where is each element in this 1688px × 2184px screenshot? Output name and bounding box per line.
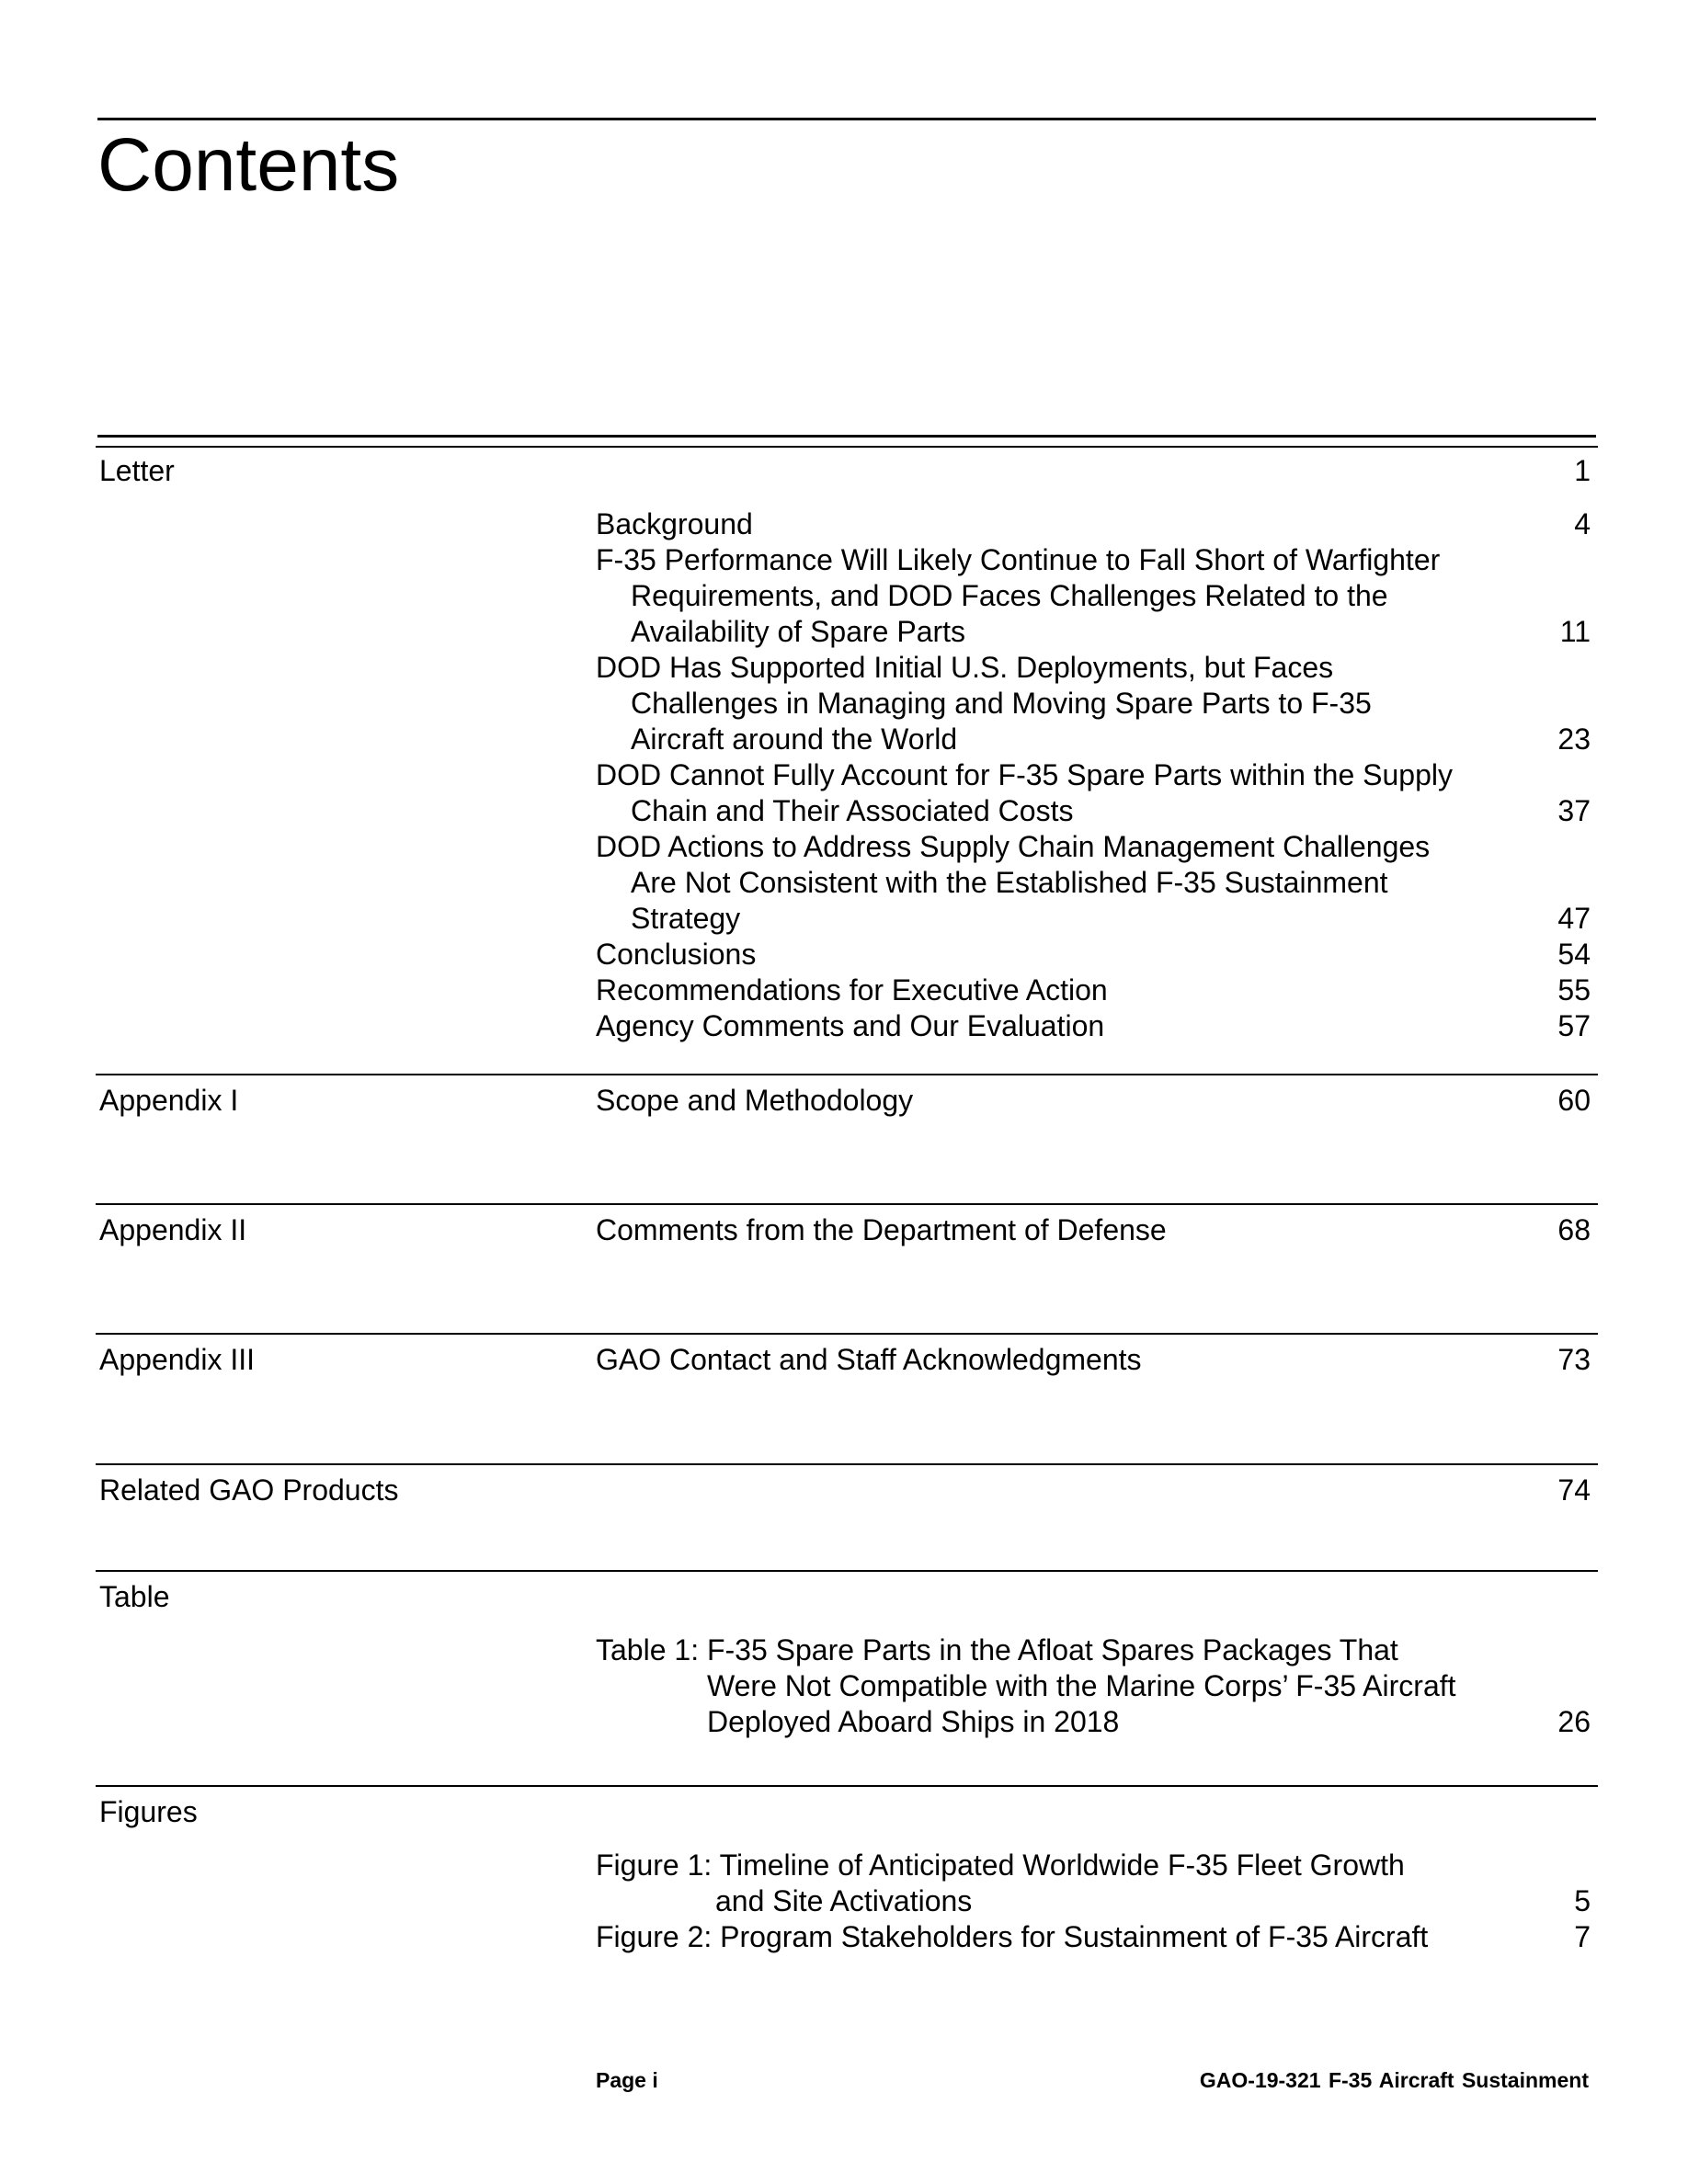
toc-entry[interactable] [596,1083,1591,1119]
section-label-appendix-3: Appendix III [99,1343,255,1376]
toc-top-rule [97,435,1596,438]
toc-entry[interactable] [596,1212,1591,1248]
entry-text: Chain and Their Associated Costs [631,794,1074,827]
entry-text: Aircraft around the World [631,722,958,756]
footer-page-label: Page i [596,2068,658,2092]
entry-text: Strategy [631,902,741,935]
page-number: 11 [1559,615,1591,648]
entry-text: Conclusions [596,938,757,971]
page-title: Contents [97,123,400,207]
entry-text: Are Not Consistent with the Established F-35 Sustainment [631,866,1388,899]
page-number: 37 [1557,794,1591,827]
entry-text: Availability of Spare Parts [631,615,966,648]
section-rule [96,1333,1598,1335]
title-rule [97,118,1596,120]
entry-text: Background [596,507,753,540]
page-number: 60 [1557,1084,1591,1117]
page-number: 26 [1557,1705,1591,1738]
entry-text: Figure 2: Program Stakeholders for Sustainment of F-35 Aircraft [596,1920,1429,1953]
entry-text: Comments from the Department of Defense [596,1213,1167,1246]
toc-entry[interactable] [596,1848,1591,1919]
entry-text: F-35 Performance Will Likely Continue to Fall Short of Warfighter [596,543,1441,576]
entry-text: and Site Activations [715,1884,973,1917]
page-number: 74 [1557,1473,1591,1507]
section-rule [96,1570,1598,1572]
entry-text: Agency Comments and Our Evaluation [596,1009,1105,1042]
entry-text: Deployed Aboard Ships in 2018 [707,1705,1120,1738]
entry-text: GAO Contact and Staff Acknowledgments [596,1343,1142,1376]
page-number: 54 [1557,938,1591,971]
toc-entry[interactable] [596,542,1591,650]
page-number: 57 [1557,1009,1591,1042]
toc-entry[interactable] [596,829,1591,937]
toc-entry[interactable] [596,1632,1591,1740]
page-number: 73 [1557,1343,1591,1376]
toc-entry[interactable] [596,1919,1591,1955]
entry-text: DOD Cannot Fully Account for F-35 Spare Parts within the Supply [596,758,1453,791]
toc-entry[interactable] [596,650,1591,757]
section-label-letter: Letter [99,454,175,487]
section-label-related-products[interactable]: Related GAO Products [99,1473,399,1507]
entry-text: Table 1: F-35 Spare Parts in the Afloat Spares Packages That [596,1633,1398,1666]
entry-text: Scope and Methodology [596,1084,914,1117]
toc-section-rule [96,446,1598,448]
page-number: 23 [1557,722,1591,756]
page-number: 4 [1574,507,1591,540]
toc-entry[interactable] [596,1342,1591,1378]
section-label-appendix-2: Appendix II [99,1213,247,1246]
page-number: 7 [1574,1920,1591,1953]
entry-text: Recommendations for Executive Action [596,973,1108,1007]
entry-text: Requirements, and DOD Faces Challenges Related to the [631,579,1388,612]
entry-text: DOD Has Supported Initial U.S. Deployments, but Faces [596,651,1334,684]
section-label-appendix-1: Appendix I [99,1084,239,1117]
entry-text: Figure 1: Timeline of Anticipated Worldwide F-35 Fleet Growth [596,1848,1405,1882]
page-number: 5 [1574,1884,1591,1917]
section-label-figures: Figures [99,1795,198,1828]
entry-text: Were Not Compatible with the Marine Corps’ F-35 Aircraft [707,1669,1456,1702]
section-rule [96,1203,1598,1205]
section-rule [96,1074,1598,1075]
section-rule [96,1785,1598,1787]
section-rule [96,1463,1598,1465]
toc-entry[interactable] [596,937,1591,973]
section-label-table: Table [99,1580,170,1613]
page-number: 47 [1557,902,1591,935]
footer-document-id: GAO-19-321 F-35 Aircraft Sustainment [1199,2068,1589,2092]
toc-entry[interactable] [596,757,1591,829]
toc-entry[interactable] [596,973,1591,1008]
entry-text: Challenges in Managing and Moving Spare Parts to F-35 [631,687,1372,720]
entry-text: DOD Actions to Address Supply Chain Management Challenges [596,830,1431,863]
toc-entry[interactable] [596,1008,1591,1044]
page-number: 55 [1557,973,1591,1007]
toc-entry[interactable] [596,506,1591,542]
page-number: 68 [1557,1213,1591,1246]
page-number: 1 [1574,454,1591,487]
